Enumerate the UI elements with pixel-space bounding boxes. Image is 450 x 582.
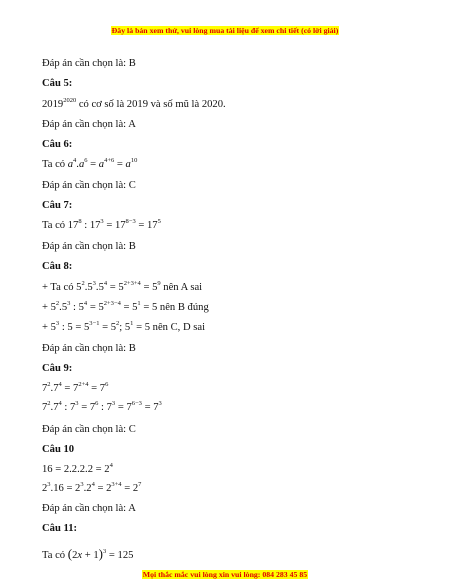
question-8-option-c: + $5^3$ : $5 = 5^{3-1} = 5^2$; $5^1 = 5$ nên C, D sai	[42, 320, 206, 333]
question-6-solution: Ta có $a^4.a^6 = a^{4+6} = a^{10}$	[42, 157, 138, 170]
question-heading-7: Câu 7:	[42, 200, 73, 211]
preview-notice-text: Đây là bản xem thử, vui lòng mua tài liệu để xem chi tiết (có lời giải)	[111, 26, 339, 35]
answer-line: Đáp án cần chọn là: A	[42, 503, 136, 514]
question-9-step-1: $7^2.7^4 = 7^{2+4} = 7^6$	[42, 381, 109, 394]
question-heading-5: Câu 5:	[42, 78, 73, 89]
answer-line: Đáp án cần chọn là: C	[42, 424, 136, 435]
contact-banner	[0, 570, 450, 579]
answer-line: Đáp án cần chọn là: B	[42, 58, 136, 69]
contact-text: Mọi thắc mắc vui lòng xin vui lòng: 084 283 45 85	[142, 570, 308, 579]
question-heading-6: Câu 6:	[42, 139, 73, 150]
preview-notice-banner	[0, 26, 450, 35]
answer-line: Đáp án cần chọn là: B	[42, 343, 136, 354]
question-heading-10: Câu 10	[42, 444, 75, 455]
question-heading-8: Câu 8:	[42, 261, 73, 272]
answer-line: Đáp án cần chọn là: A	[42, 119, 136, 130]
question-8-option-a: + Ta có $5^2.5^3.5^4 = 5^{2+3+4} = 5^9$ nên A sai	[42, 280, 203, 293]
question-9-step-2: $7^2.7^4$ : $7^3 = 7^6$ : $7^3 = 7^{6-3} = 7^3$	[42, 400, 162, 413]
question-11-solution: Ta có $(2x + 1)^3 = 125$	[42, 546, 134, 561]
question-8-option-b: + $5^2.5^3$ : $5^4 = 5^{2+3-4} = 5^1 = 5$ nên B đúng	[42, 300, 209, 313]
answer-line: Đáp án cần chọn là: C	[42, 180, 136, 191]
question-10-step-2: $2^3.16 = 2^3.2^4 = 2^{3+4} = 2^7$	[42, 481, 142, 494]
question-10-step-1: $16 = 2.2.2.2 = 2^4$	[42, 462, 113, 475]
question-7-solution: Ta có $17^8$ : $17^3 = 17^{8-3} = 17^5$	[42, 218, 161, 231]
question-heading-11: Câu 11:	[42, 523, 78, 534]
answer-line: Đáp án cần chọn là: B	[42, 241, 136, 252]
question-heading-9: Câu 9:	[42, 363, 73, 374]
question-5-statement: $2019^{2020}$ có cơ số là 2019 và số mũ là 2020.	[42, 97, 226, 110]
